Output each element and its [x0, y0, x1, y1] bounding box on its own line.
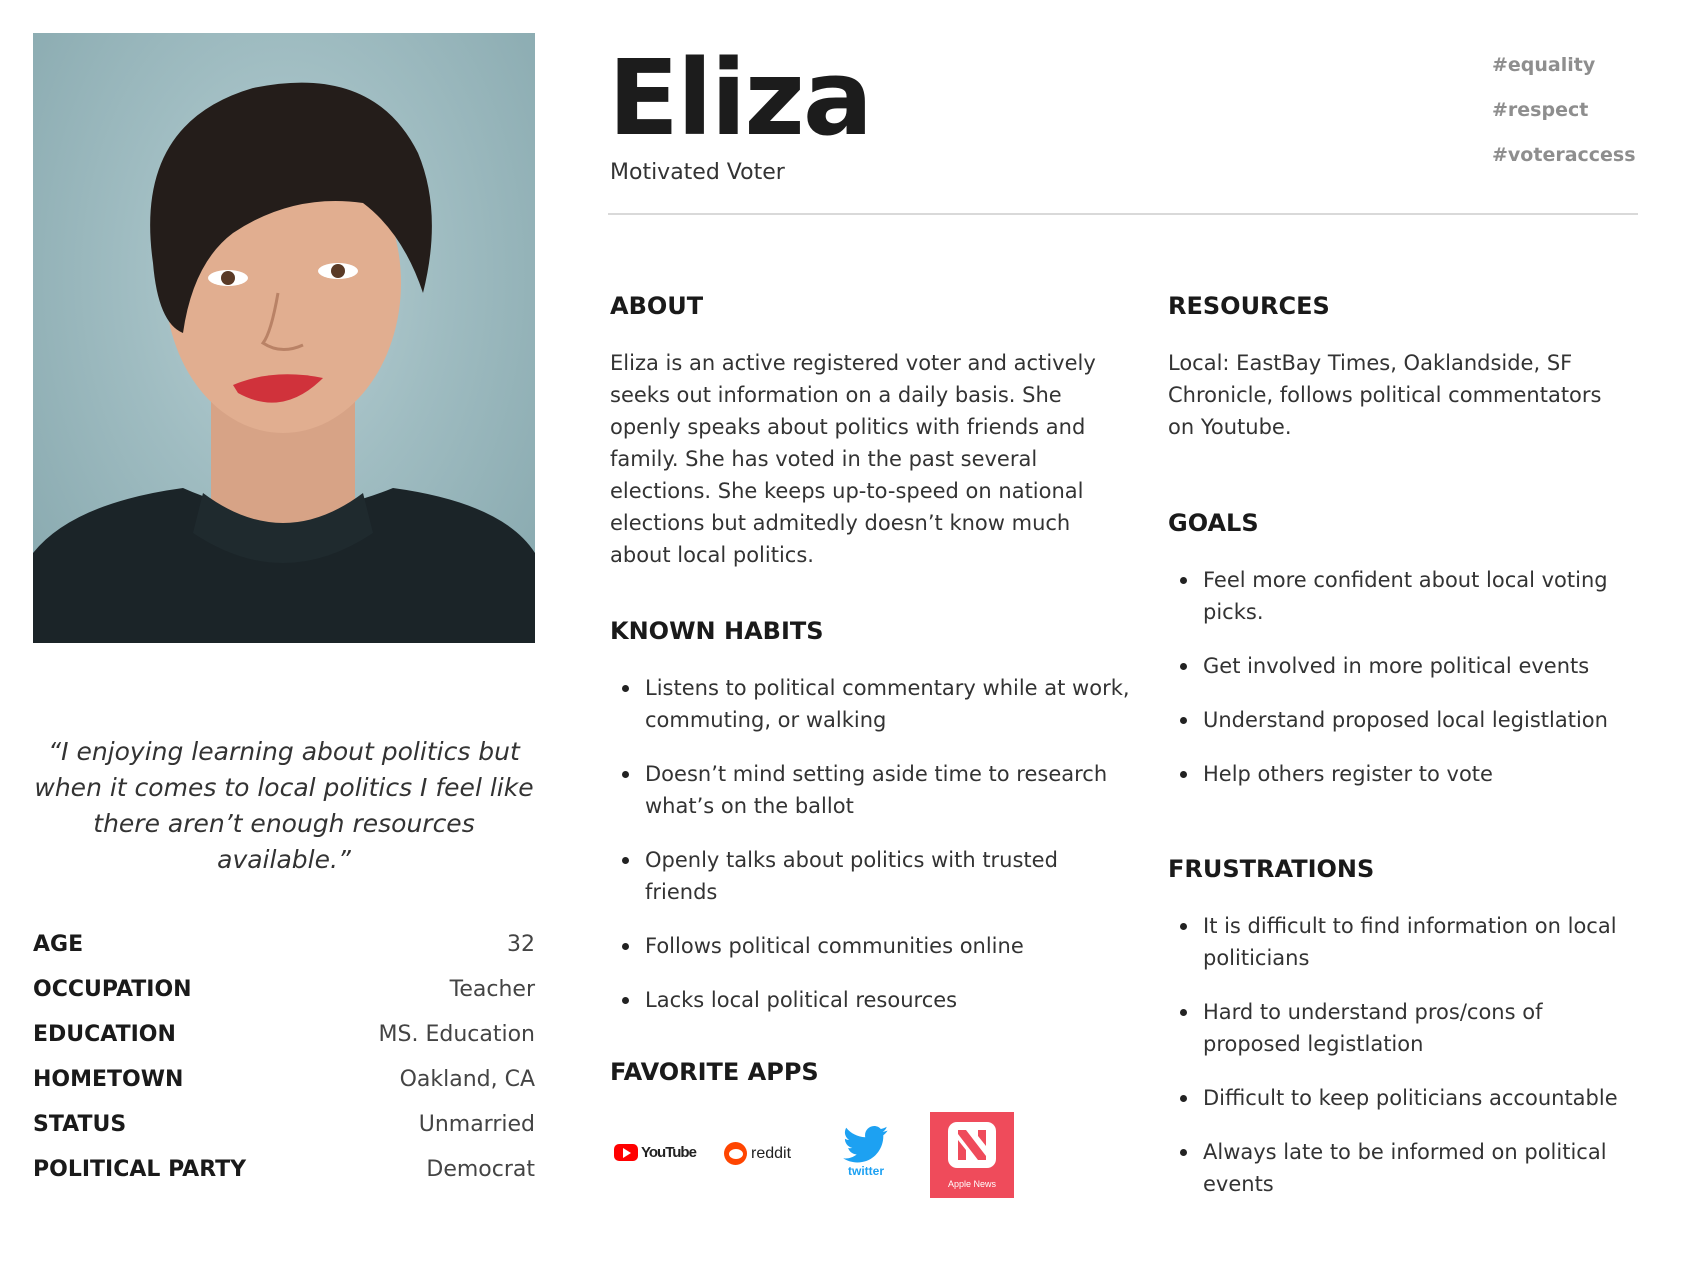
- reddit-alien-icon: [724, 1142, 747, 1165]
- list-item: Help others register to vote: [1168, 758, 1638, 790]
- list-item: Openly talks about politics with trusted friends: [610, 844, 1130, 908]
- list-item: Get involved in more political events: [1168, 650, 1638, 682]
- twitter-logo-icon: [836, 1126, 896, 1178]
- persona-role: Motivated Voter: [610, 160, 785, 185]
- goals-list: [1168, 564, 1638, 812]
- resources-text: Local: EastBay Times, Oaklandside, SF Chronicle, follows political commentators on Youtube.: [1168, 351, 1602, 439]
- stat-label: OCCUPATION: [33, 977, 192, 1002]
- stat-label: EDUCATION: [33, 1022, 176, 1047]
- favorite-apps-heading: FAVORITE APPS: [610, 1058, 819, 1086]
- list-item: Lacks local political resources: [610, 984, 1130, 1016]
- list-item: Follows political communities online: [610, 930, 1130, 962]
- youtube-play-icon: [614, 1144, 638, 1161]
- list-item: Doesn’t mind setting aside time to research what’s on the ballot: [610, 758, 1130, 822]
- app-name: YouTube: [641, 1144, 696, 1161]
- stat-row-age: [33, 932, 535, 977]
- list-item: Understand proposed local legistlation: [1168, 704, 1638, 736]
- stat-value: Unmarried: [418, 1112, 535, 1137]
- hashtag: #equality: [1492, 54, 1596, 76]
- known-habits-heading: KNOWN HABITS: [610, 617, 824, 645]
- hashtag-list: [1492, 52, 1642, 187]
- list-item: Difficult to keep politicians accountable: [1168, 1082, 1638, 1114]
- stat-row-education: [33, 1022, 535, 1067]
- reddit-logo-icon: [724, 1142, 791, 1165]
- twitter-bird-icon: [843, 1126, 889, 1164]
- app-name: reddit: [751, 1144, 792, 1162]
- persona-name: Eliza: [608, 37, 872, 159]
- list-item: Hard to understand pros/cons of proposed legistlation: [1168, 996, 1638, 1060]
- hashtag: #voteraccess: [1492, 144, 1636, 166]
- apple-news-logo-icon: [930, 1112, 1014, 1198]
- app-name: twitter: [848, 1164, 884, 1178]
- app-name: Apple News: [947, 1179, 997, 1189]
- frustrations-list: [1168, 910, 1638, 1222]
- favorite-apps-row: [612, 1112, 1032, 1200]
- stat-label: HOMETOWN: [33, 1067, 184, 1092]
- stat-value: Teacher: [449, 977, 535, 1002]
- stat-row-hometown: [33, 1067, 535, 1112]
- stat-row-status: [33, 1112, 535, 1157]
- known-habits-list: [610, 672, 1130, 1038]
- stat-value: Democrat: [426, 1157, 535, 1182]
- stat-value: Oakland, CA: [399, 1067, 535, 1092]
- list-item: It is difficult to find information on local politicians: [1168, 910, 1638, 974]
- persona-quote: “I enjoying learning about politics but when it comes to local politics I feel like there aren’t enough resources available.”: [34, 737, 534, 874]
- youtube-logo-icon: [614, 1144, 696, 1161]
- stat-row-political-party: [33, 1157, 535, 1202]
- goals-heading: GOALS: [1168, 509, 1259, 537]
- stat-label: POLITICAL PARTY: [33, 1157, 247, 1182]
- stat-label: STATUS: [33, 1112, 127, 1137]
- list-item: Listens to political commentary while at work, commuting, or walking: [610, 672, 1130, 736]
- portrait-illustration: [33, 33, 535, 643]
- resources-heading: RESOURCES: [1168, 292, 1330, 320]
- list-item: Feel more confident about local voting picks.: [1168, 564, 1638, 628]
- stat-label: AGE: [33, 932, 84, 957]
- frustrations-heading: FRUSTRATIONS: [1168, 855, 1375, 883]
- persona-stats: [33, 932, 535, 1202]
- about-heading: ABOUT: [610, 292, 704, 320]
- persona-photo: [33, 33, 535, 643]
- apple-news-n-icon: [948, 1122, 996, 1168]
- list-item: Always late to be informed on political events: [1168, 1136, 1638, 1200]
- header-divider: [608, 213, 1638, 215]
- stat-value: 32: [507, 932, 535, 957]
- about-text: Eliza is an active registered voter and actively seeks out information on a daily basis. She openly speaks about politics with friends and family. She has voted in the past several elections. She keeps up-to-speed on national elections but admitedly doesn’t know much about local politics.: [610, 351, 1096, 567]
- hashtag: #respect: [1492, 99, 1589, 121]
- stat-value: MS. Education: [378, 1022, 535, 1047]
- stat-row-occupation: [33, 977, 535, 1022]
